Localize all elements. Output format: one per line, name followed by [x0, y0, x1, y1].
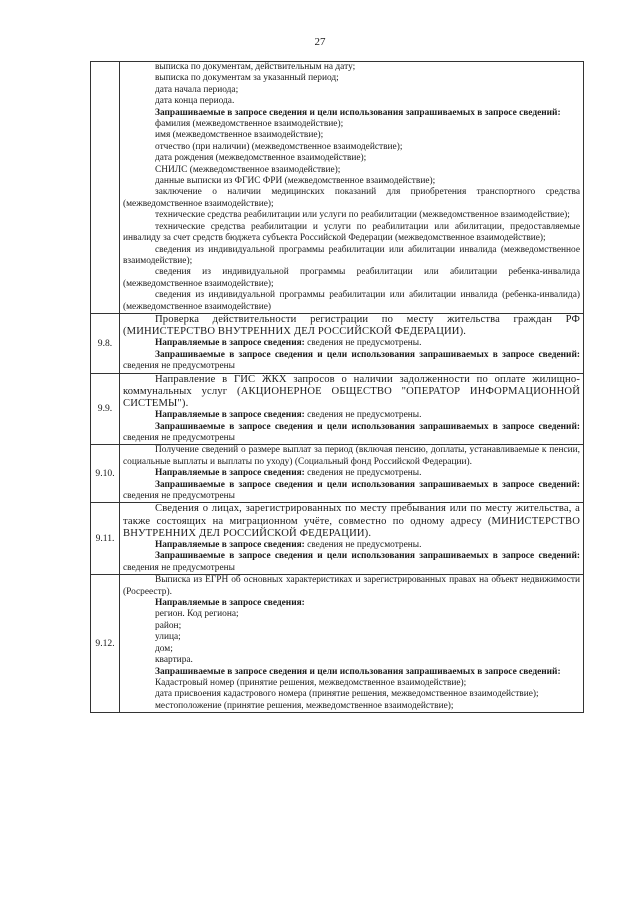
row-number: 9.9. — [91, 373, 120, 445]
row-content — [120, 575, 584, 713]
paragraph-text: отчество (при наличии) (межведомственное взаимодействие); — [155, 141, 403, 152]
paragraph — [123, 350, 580, 373]
table-row — [91, 503, 584, 575]
paragraph — [123, 187, 580, 210]
paragraph — [123, 142, 580, 153]
paragraph — [123, 609, 580, 620]
bold-heading: Запрашиваемые в запросе сведения и цели использования запрашиваемых в запросе сведений: — [155, 666, 561, 677]
paragraph-text: выписка по документам за указанный период; — [155, 73, 339, 84]
paragraph-text: выписка по документам, действительным на дату; — [155, 62, 356, 72]
paragraph-text: сведения не предусмотрены. — [304, 338, 422, 349]
bold-heading: Запрашиваемые в запросе сведения и цели использования запрашиваемых в запросе сведений: — [155, 479, 580, 490]
paragraph — [123, 222, 580, 245]
paragraph — [123, 290, 580, 313]
table-row — [91, 445, 584, 503]
bold-heading: Запрашиваемые в запросе сведения и цели использования запрашиваемых в запросе сведений: — [155, 551, 580, 562]
paragraph-text: сведения не предусмотрены. — [304, 468, 422, 479]
paragraph — [123, 632, 580, 643]
paragraph — [123, 598, 580, 609]
paragraph-text: сведения не предусмотрены — [123, 432, 235, 443]
paragraph-text: сведения не предусмотрены. — [304, 540, 422, 551]
paragraph-text: местоположение (принятие решения, межведомственное взаимодействие); — [155, 700, 454, 711]
paragraph-text: дата начала периода; — [155, 84, 239, 95]
paragraph-text: сведения не предусмотрены. — [304, 410, 422, 421]
paragraph — [123, 667, 580, 678]
paragraph — [123, 422, 580, 445]
paragraph — [123, 689, 580, 700]
table-row — [91, 575, 584, 713]
row-content — [120, 62, 584, 314]
row-content — [120, 445, 584, 503]
bold-heading: Направляемые в запросе сведения: — [155, 540, 305, 551]
paragraph-text: имя (межведомственное взаимодействие); — [155, 130, 324, 141]
row-number: 9.10. — [91, 445, 120, 503]
paragraph — [123, 644, 580, 655]
bold-heading: Направляемые в запросе сведения: — [155, 410, 305, 421]
paragraph — [123, 267, 580, 290]
paragraph-text: сведения из индивидуальной программы реабилитации или абилитации инвалида (межведомственное взаимодействие); — [123, 244, 580, 266]
paragraph-text: район; — [155, 620, 182, 631]
bold-heading: Направляемые в запросе сведения: — [155, 598, 305, 609]
paragraph-text: Проверка действительности регистрации по месту жительства граждан РФ (МИНИСТЕРСТВО ВНУТРЕННИХ ДЕЛ РОССИЙСКОЙ ФЕДЕРАЦИИ). — [123, 313, 580, 338]
paragraph-text: улица; — [155, 632, 181, 643]
paragraph — [123, 551, 580, 574]
paragraph-text: сведения не предусмотрены — [123, 491, 235, 502]
table-row — [91, 313, 584, 373]
paragraph — [123, 85, 580, 96]
paragraph-text: Сведения о лицах, зарегистрированных по месту пребывания или по месту жительства, а также состоящих на миграционном учёте, совместно по одному адресу (МИНИСТЕРСТВО ВНУТРЕННИХ ДЕЛ РОССИЙСКОЙ ФЕДЕРАЦИИ). — [123, 503, 580, 539]
paragraph-text: сведения не предусмотрены — [123, 562, 235, 573]
bold-heading: Запрашиваемые в запросе сведения и цели использования запрашиваемых в запросе сведений: — [155, 349, 580, 360]
row-content — [120, 313, 584, 373]
bold-heading: Направляемые в запросе сведения: — [155, 338, 305, 349]
paragraph — [123, 701, 580, 712]
paragraph-text: сведения из индивидуальной программы реабилитации или абилитации ребенка-инвалида (межведомственное взаимодействие); — [123, 267, 580, 289]
paragraph-text: дата рождения (межведомственное взаимодействие); — [155, 153, 367, 164]
paragraph — [123, 374, 580, 411]
paragraph-text: Получение сведений о размере выплат за период (включая пенсию, доплаты, устанавливаемые к пенсии, социальные выплаты и выплаты по уходу) (Социальный фонд Российской Федерации). — [123, 445, 580, 467]
paragraph-text: фамилия (межведомственное взаимодействие); — [155, 119, 344, 130]
paragraph — [123, 678, 580, 689]
paragraph-text: Направление в ГИС ЖКХ запросов о наличии задолженности по оплате жилищно-коммунальных услуг (АКЦИОНЕРНОЕ ОБЩЕСТВО "ОПЕРАТОР ИНФОРМАЦИОННОЙ СИСТЕМЫ"). — [123, 373, 580, 409]
paragraph-text: Выписка из ЕГРН об основных характеристиках и зарегистрированных правах на объект недвижимости (Росреестр). — [123, 575, 580, 597]
paragraph — [123, 655, 580, 666]
paragraph — [123, 119, 580, 130]
paragraph — [123, 445, 580, 468]
row-number — [91, 62, 120, 314]
paragraph — [123, 410, 580, 421]
paragraph-text: сведения из индивидуальной программы реабилитации или абилитации инвалида (ребенка-инвалида) (межведомственное взаимодействие) — [123, 290, 580, 312]
table-row — [91, 62, 584, 314]
paragraph-text: сведения не предусмотрены — [123, 361, 235, 372]
paragraph — [123, 73, 580, 84]
row-content — [120, 373, 584, 445]
bold-heading: Направляемые в запросе сведения: — [155, 468, 305, 479]
paragraph — [123, 108, 580, 119]
paragraph-text: заключение о наличии медицинских показаний для приобретения транспортного средства (межведомственное взаимодействие); — [123, 187, 580, 209]
paragraph-text: технические средства реабилитации или услуги по реабилитации (межведомственное взаимодействие); — [155, 210, 570, 221]
paragraph — [123, 468, 580, 479]
document-table — [90, 61, 584, 713]
row-number: 9.12. — [91, 575, 120, 713]
paragraph — [123, 575, 580, 598]
paragraph — [123, 210, 580, 221]
paragraph — [123, 480, 580, 503]
paragraph — [123, 503, 580, 540]
paragraph-text: квартира. — [155, 655, 193, 666]
paragraph-text: данные выписки из ФГИС ФРИ (межведомственное взаимодействие); — [155, 176, 436, 187]
paragraph — [123, 338, 580, 349]
row-number: 9.11. — [91, 503, 120, 575]
row-number: 9.8. — [91, 313, 120, 373]
paragraph — [123, 62, 580, 73]
paragraph-text: регион. Код региона; — [155, 609, 239, 620]
paragraph — [123, 621, 580, 632]
row-content — [120, 503, 584, 575]
paragraph-text: дата присвоения кадастрового номера (принятие решения, межведомственное взаимодействие); — [155, 689, 539, 700]
paragraph — [123, 96, 580, 107]
paragraph-text: дата конца периода. — [155, 96, 235, 107]
paragraph — [123, 165, 580, 176]
paragraph — [123, 245, 580, 268]
paragraph-text: СНИЛС (межведомственное взаимодействие); — [155, 164, 341, 175]
paragraph-text: дом; — [155, 643, 173, 654]
table-row — [91, 373, 584, 445]
paragraph — [123, 153, 580, 164]
paragraph — [123, 130, 580, 141]
page-number: 27 — [314, 36, 326, 48]
paragraph-text: Кадастровый номер (принятие решения, межведомственное взаимодействие); — [155, 677, 467, 688]
paragraph — [123, 540, 580, 551]
paragraph — [123, 176, 580, 187]
bold-heading: Запрашиваемые в запросе сведения и цели использования запрашиваемых в запросе сведений: — [155, 421, 580, 432]
bold-heading: Запрашиваемые в запросе сведения и цели использования запрашиваемых в запросе сведений: — [155, 107, 561, 118]
paragraph — [123, 314, 580, 338]
paragraph-text: технические средства реабилитации и услуги по реабилитации или абилитации, предоставляемые инвалиду за счет средств бюджета субъекта Российской Федерации (межведомственное взаимодействие); — [123, 221, 580, 244]
